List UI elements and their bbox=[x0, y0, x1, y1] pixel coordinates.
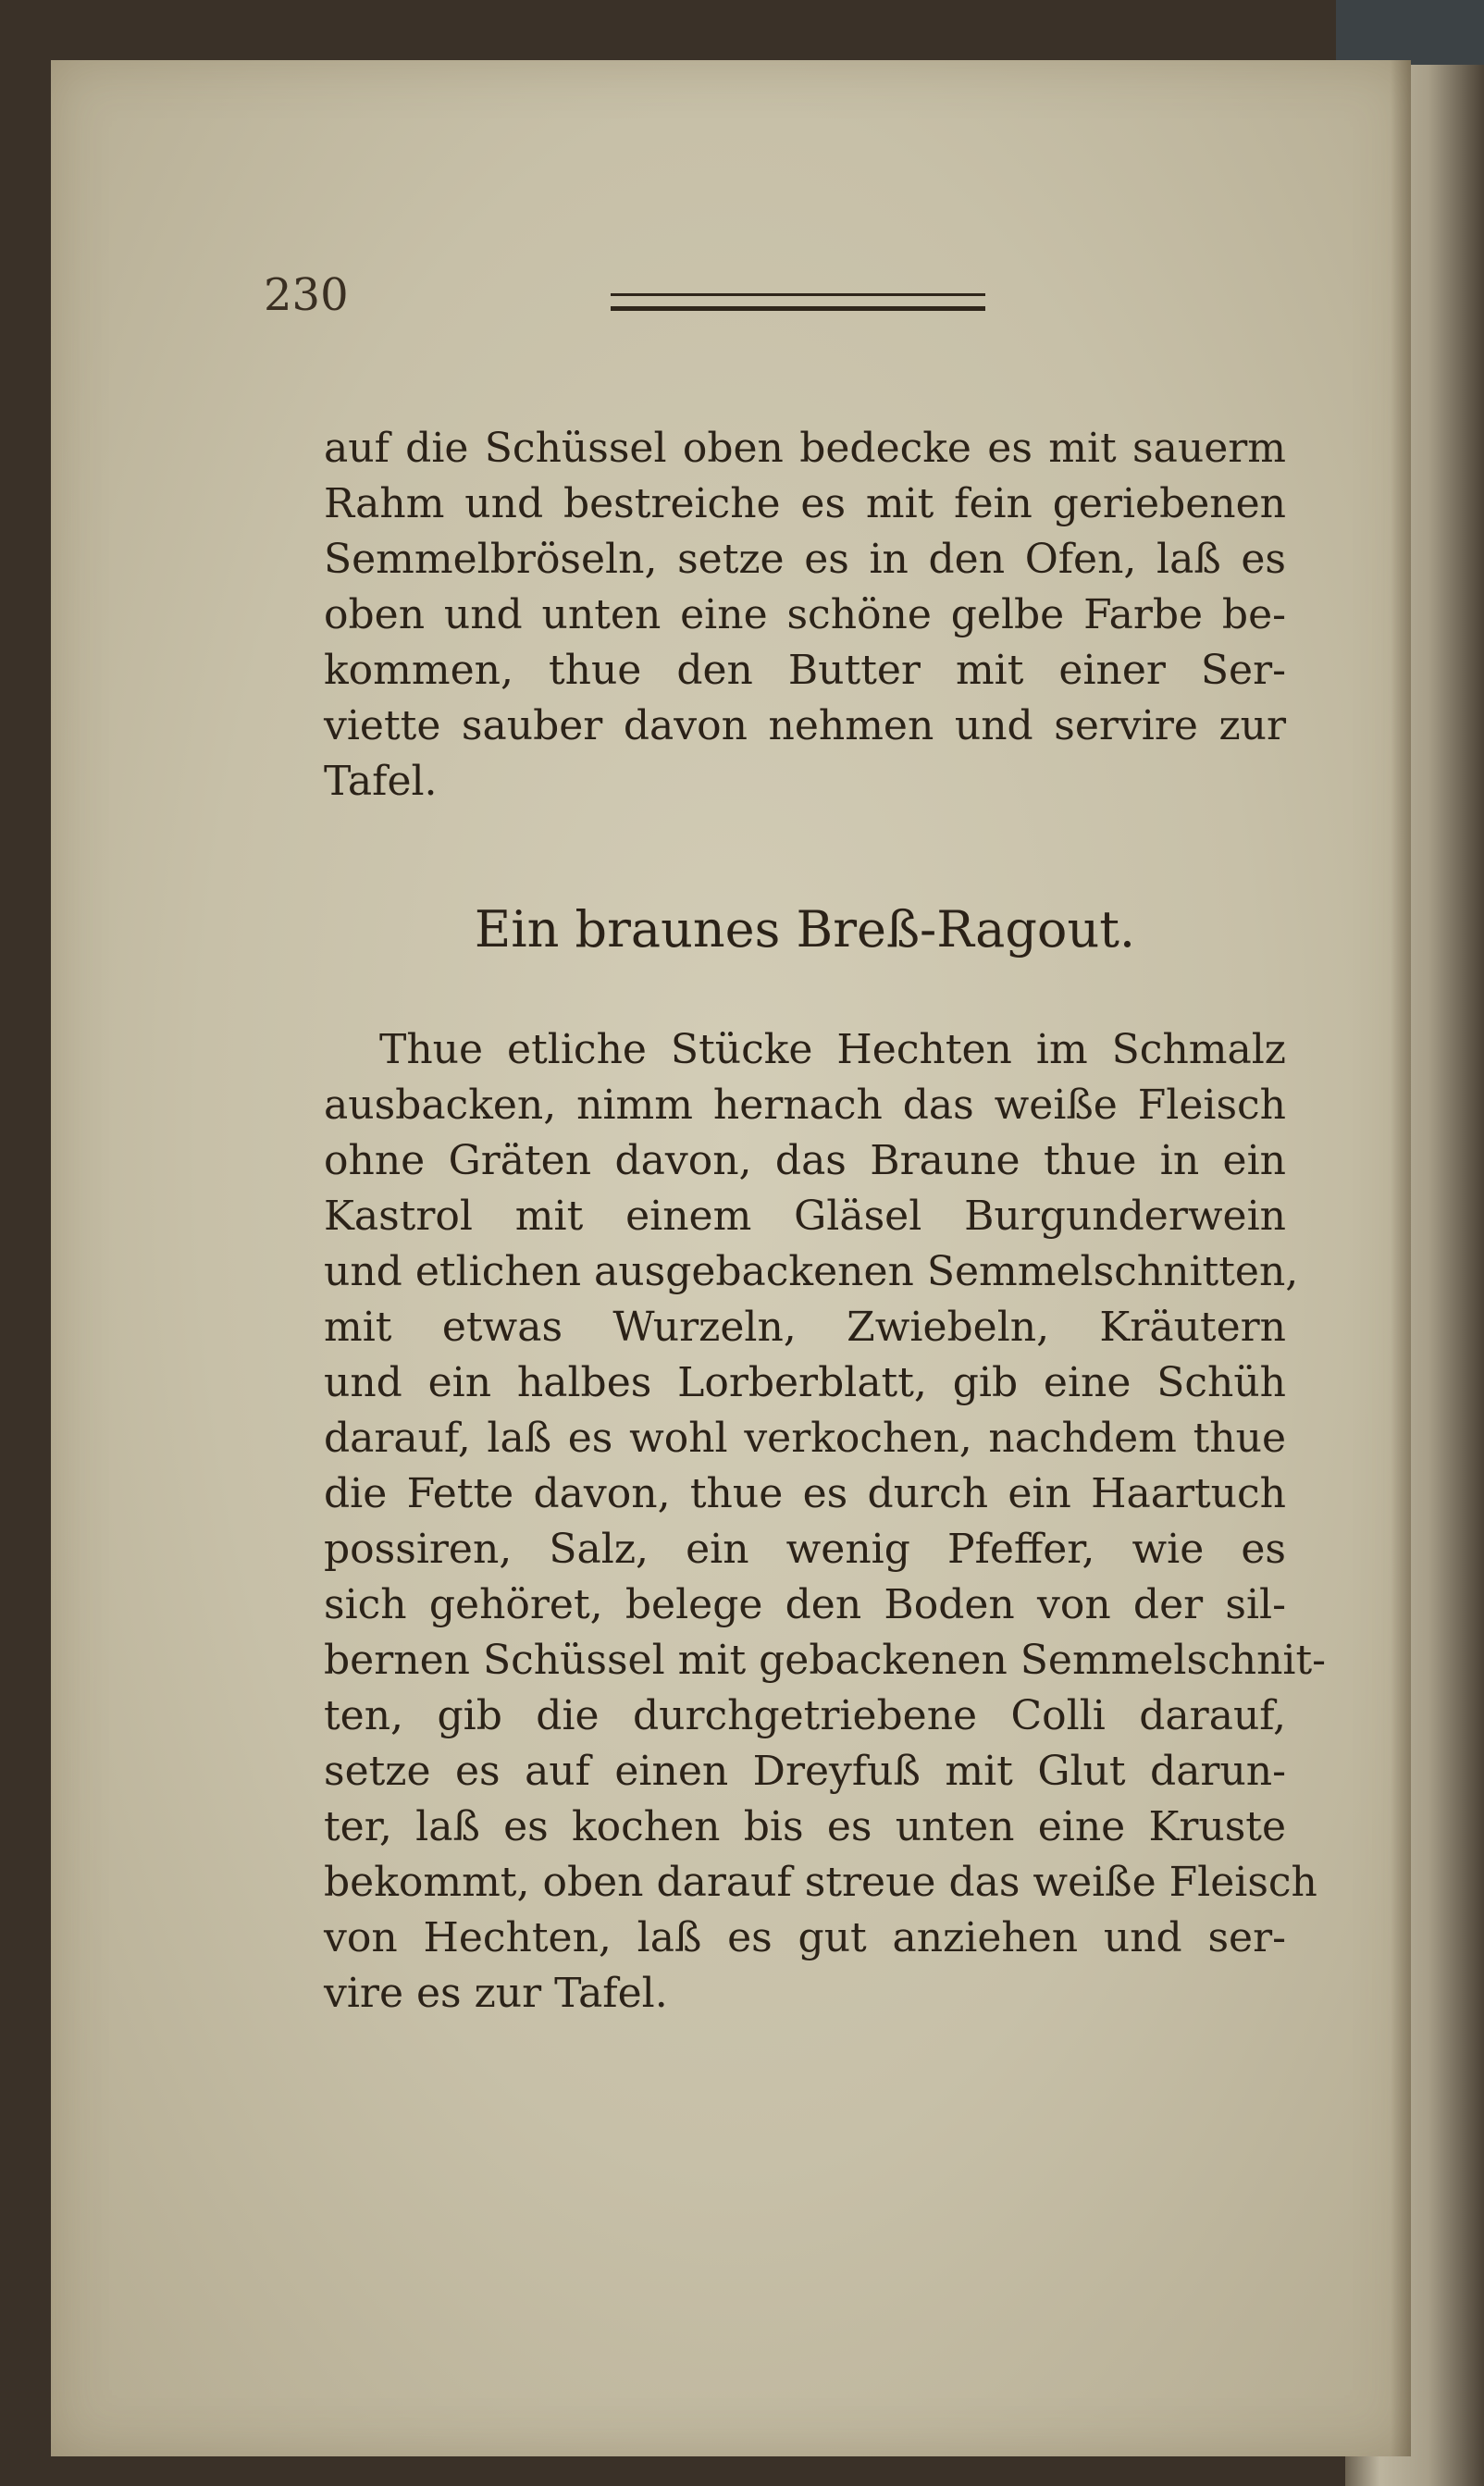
text-line: oben und unten eine schöne gelbe Farbe be- bbox=[324, 591, 1286, 638]
text-line: Tafel. bbox=[324, 758, 438, 805]
text-line: viette sauber davon nehmen und servire zur bbox=[324, 702, 1286, 749]
text-line: auf die Schüssel oben bedecke es mit sauerm bbox=[324, 425, 1286, 472]
text-line: setze es auf einen Dreyfuß mit Glut darun- bbox=[324, 1748, 1286, 1795]
text-line: ter, laß es kochen bis es unten eine Kruste bbox=[324, 1803, 1286, 1850]
text-line: bekommt, oben darauf streue das weiße Fleisch bbox=[324, 1859, 1317, 1906]
text-line: kommen, thue den Butter mit einer Ser- bbox=[324, 647, 1286, 694]
recipe-paragraph bbox=[324, 1022, 1327, 2022]
paragraph-continuation bbox=[324, 421, 1286, 810]
page-gutter-shadow bbox=[1391, 60, 1411, 2456]
text-line: ausbacken, nimm hernach das weiße Fleisch bbox=[324, 1082, 1286, 1129]
text-line: von Hechten, laß es gut anziehen und ser- bbox=[324, 1914, 1286, 1961]
text-line: bernen Schüssel mit gebackenen Semmelschnit- bbox=[324, 1637, 1327, 1684]
text-line: possiren, Salz, ein wenig Pfeffer, wie es bbox=[324, 1526, 1286, 1573]
text-line: Thue etliche Stücke Hechten im Schmalz bbox=[379, 1026, 1286, 1073]
text-line: vire es zur Tafel. bbox=[324, 1970, 668, 2017]
text-line: darauf, laß es wohl verkochen, nachdem thue bbox=[324, 1415, 1286, 1462]
text-line: Semmelbröseln, setze es in den Ofen, laß es bbox=[324, 536, 1286, 583]
page-header bbox=[264, 264, 1004, 347]
recipe-heading: Ein braunes Breß-Ragout. bbox=[474, 900, 1136, 959]
text-line: Kastrol mit einem Gläsel Burgunderwein bbox=[324, 1193, 1286, 1240]
text-line: und etlichen ausgebackenen Semmelschnitten, bbox=[324, 1248, 1299, 1295]
text-line: ten, gib die durchgetriebene Colli darauf, bbox=[324, 1692, 1286, 1739]
text-line: Rahm und bestreiche es mit fein geriebenen bbox=[324, 480, 1286, 527]
text-line: und ein halbes Lorberblatt, gib eine Schüh bbox=[324, 1359, 1286, 1406]
header-rule bbox=[611, 293, 985, 311]
text-line: mit etwas Wurzeln, Zwiebeln, Kräutern bbox=[324, 1304, 1286, 1351]
binding-strip bbox=[1336, 0, 1484, 65]
text-line: sich gehöret, belege den Boden von der sil- bbox=[324, 1581, 1286, 1628]
text-line: ohne Gräten davon, das Braune thue in ein bbox=[324, 1137, 1286, 1184]
text-line: die Fette davon, thue es durch ein Haartuch bbox=[324, 1470, 1286, 1517]
page-number: 230 bbox=[264, 269, 349, 321]
